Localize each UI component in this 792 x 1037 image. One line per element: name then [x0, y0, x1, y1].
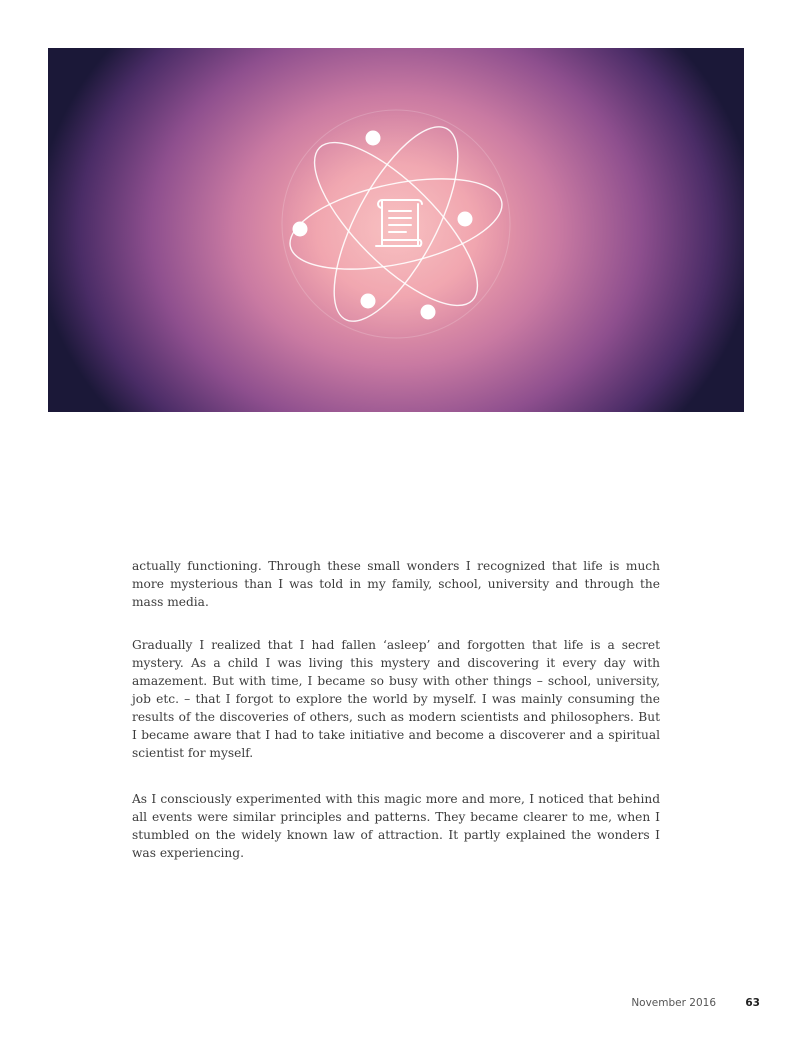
paragraph-text: Gradually I realized that I had fallen ‘asleep’ and forgotten that life is a secret mystery. As a child I was living this mystery and discovering it every day with amazement. But with time, I became so busy with other things – school, university, job etc. – that I forgot to explore the world by myself. I was mainly consuming the results of the discoveries of others, such as modern scientists and philosophers. But I became aware that I had to take initiative and become a discoverer and a spiritual scientist for myself. — [132, 638, 660, 760]
page-number: 63 — [745, 997, 760, 1009]
footer-date: November 2016 — [631, 997, 716, 1009]
electron-4 — [361, 294, 376, 309]
hero-image — [48, 48, 744, 412]
electron-2 — [458, 212, 473, 227]
article-paragraph-1 — [132, 557, 660, 611]
article-paragraph-2 — [132, 636, 660, 762]
paragraph-text: actually functioning. Through these small wonders I recognized that life is much more mysterious than I was told in my family, school, university and through the mass media. — [132, 559, 660, 609]
electron-1 — [366, 131, 381, 146]
electron-3 — [293, 222, 308, 237]
atom-with-scroll-icon — [48, 48, 744, 412]
article-paragraph-3 — [132, 790, 660, 862]
paragraph-text: As I consciously experimented with this magic more and more, I noticed that behind all events were similar principles and patterns. They became clearer to me, when I stumbled on the widely known law of attraction. It partly explained the wonders I was experiencing. — [132, 792, 660, 860]
electron-5 — [421, 305, 436, 320]
